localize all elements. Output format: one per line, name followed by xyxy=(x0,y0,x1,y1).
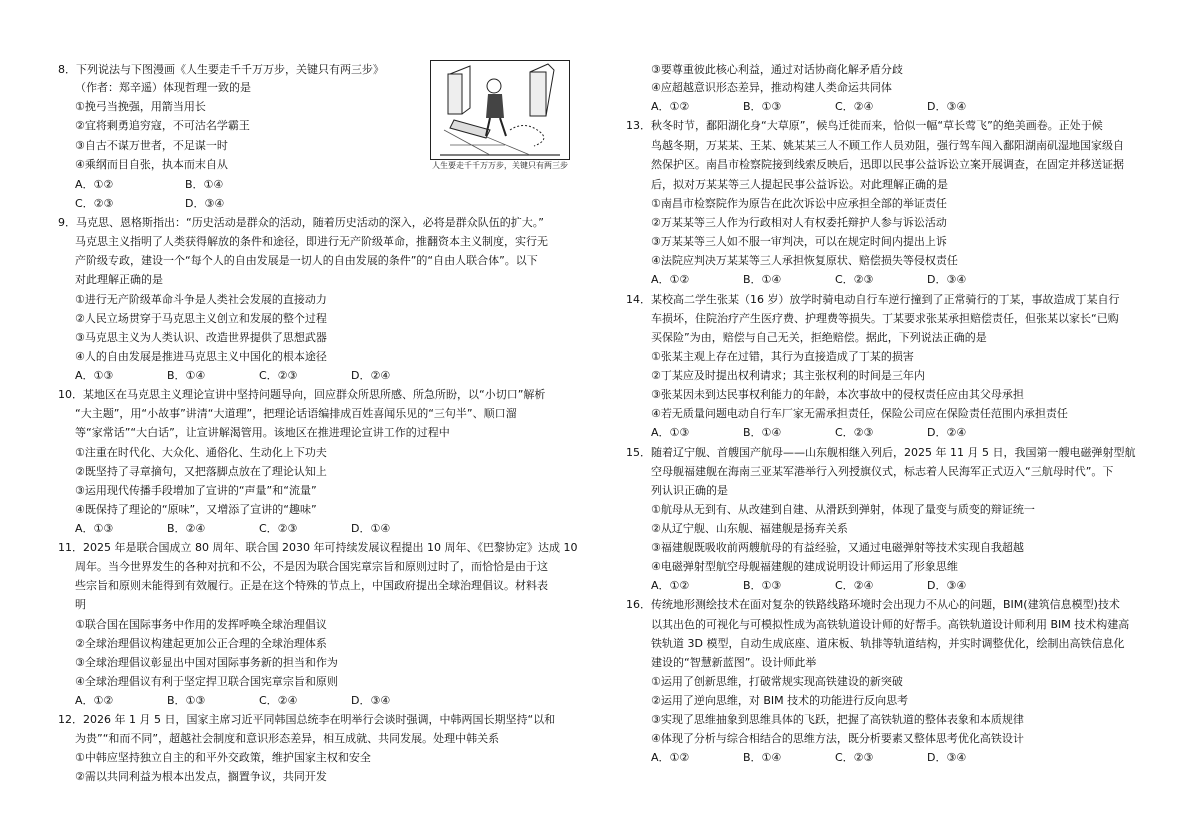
statement-item: ④全球治理倡议有利于坚定捍卫联合国宪章宗旨和原则 xyxy=(75,675,338,688)
answer-option: A．①③ xyxy=(75,522,114,535)
answer-option: D．③④ xyxy=(185,197,225,210)
statement-item: ②人民立场贯穿于马克思主义创立和发展的整个过程 xyxy=(75,312,327,325)
answer-option: A．①② xyxy=(651,273,690,286)
question-text: （作者：郑辛遥）体现哲理一致的是 xyxy=(75,81,251,94)
question-stem: 15．随着辽宁舰、首艘国产航母——山东舰相继入列后，2025 年 11 月 5 日，我国第一艘电磁弹射型航 xyxy=(626,446,1136,459)
question-stem: 10．某地区在马克思主义理论宣讲中坚持问题导向，回应群众所思所感、所急所盼，以“小切口”解析 xyxy=(58,388,546,401)
question-text: 以其出色的可视化与可模拟性成为高铁轨道设计师的好帮手。高铁轨道设计师利用 BIM 技术构建高 xyxy=(651,618,1130,631)
statement-item: ②丁某应及时提出权利请求；其主张权利的时间是三年内 xyxy=(651,369,925,382)
statement-item: ④体现了分析与综合相结合的思维方法，既分析要素又整体思考优化高铁设计 xyxy=(651,732,1024,745)
answer-option: A．①② xyxy=(75,178,114,191)
statement-item: ①中韩应坚持独立自主的和平外交政策，维护国家主权和安全 xyxy=(75,751,371,764)
answer-options xyxy=(75,521,443,537)
answer-option: C．②④ xyxy=(835,100,874,113)
question-text: 些宗旨和原则未能得到有效履行。正是在这个特殊的节点上，中国政府提出全球治理倡议。材料表 xyxy=(75,579,548,592)
answer-options xyxy=(651,425,1019,441)
question-text: 空母舰福建舰在海南三亚某军港举行入列授旗仪式，标志着人民海军正式迈入“三航母时代”。下 xyxy=(651,465,1114,478)
answer-option: B．①④ xyxy=(743,273,782,286)
question-text: “大主题”，用“小故事”讲清“大道理”，把理论话语编排成百姓喜闻乐见的“三句半”、顺口溜 xyxy=(75,407,517,420)
answer-options xyxy=(75,368,443,384)
statement-item: ①进行无产阶级革命斗争是人类社会发展的直接动力 xyxy=(75,293,327,306)
answer-option: B．①③ xyxy=(167,694,206,707)
statement-item: ④若无质量问题电动自行车厂家无需承担责任，保险公司应在保险责任范围内承担责任 xyxy=(651,407,1068,420)
answer-option: A．①② xyxy=(651,100,690,113)
answer-options xyxy=(651,578,1019,594)
statement-item: ③马克思主义为人类认识、改造世界提供了思想武器 xyxy=(75,331,327,344)
statement-item: ②宜将剩勇追穷寇，不可沽名学霸王 xyxy=(75,119,250,132)
answer-options xyxy=(651,99,1019,115)
answer-option: B．②④ xyxy=(167,522,206,535)
statement-item: ③张某因未到达民事权利能力的年龄，本次事故中的侵权责任应由其父母承担 xyxy=(651,388,1024,401)
statement-item: ④电磁弹射型航空母舰福建舰的建成说明设计师运用了形象思维 xyxy=(651,560,958,573)
answer-option: D．③④ xyxy=(927,273,967,286)
statement-item: ④既保持了理论的“原味”，又增添了宣讲的“趣味” xyxy=(75,503,317,516)
answer-option: A．①③ xyxy=(75,369,114,382)
statement-item: ①航母从无到有、从改建到自建、从滑跃到弹射，体现了量变与质变的辩证统一 xyxy=(651,503,1035,516)
answer-option: C．②④ xyxy=(835,579,874,592)
statement-item: ②运用了逆向思维，对 BIM 技术的功能进行反向思考 xyxy=(651,694,909,707)
answer-option: D．②④ xyxy=(927,426,967,439)
question-text: 对此理解正确的是 xyxy=(75,273,163,286)
cartoon-illustration xyxy=(430,60,570,180)
question-stem: 8．下列说法与下图漫画《人生要走千千万万步，关键只有两三步》 xyxy=(58,63,384,76)
answer-options xyxy=(651,750,1019,766)
answer-option: B．①④ xyxy=(743,426,782,439)
question-text: 车损坏，住院治疗产生医疗费、护理费等损失。丁某要求张某承担赔偿责任，但张某以家长“已购 xyxy=(651,312,1119,325)
question-text: 明 xyxy=(75,598,86,611)
question-stem: 16．传统地形测绘技术在面对复杂的铁路线路环境时会出现力不从心的问题，BIM(建筑信息模型)技术 xyxy=(626,598,1120,611)
question-text: 周年。当今世界发生的各种对抗和不公，不是因为联合国宪章宗旨和原则过时了，而恰恰是由于这 xyxy=(75,560,548,573)
statement-item: ①注重在时代化、大众化、通俗化、生动化上下功夫 xyxy=(75,446,327,459)
answer-option: A．①② xyxy=(651,579,690,592)
question-text: 列认识正确的是 xyxy=(651,484,728,497)
question-text: 然保护区。南昌市检察院接到线索反映后，迅即以民事公益诉讼立案开展调查，在固定并移送证据 xyxy=(651,158,1124,171)
cartoon-drawing xyxy=(430,60,570,160)
question-text: 建设的“智慧新蓝图”。设计师此举 xyxy=(651,656,817,669)
answer-option: C．②③ xyxy=(835,426,874,439)
question-text: 等“家常话”“大白话”，让宣讲解渴管用。该地区在推进理论宣讲工作的过程中 xyxy=(75,426,450,439)
answer-options xyxy=(651,272,1019,288)
answer-option: C．②③ xyxy=(259,369,298,382)
question-text: 买保险”为由，赔偿与自己无关，拒绝赔偿。据此，下列说法正确的是 xyxy=(651,331,987,344)
statement-item: ③运用现代传播手段增加了宣讲的“声量”和“流量” xyxy=(75,484,317,497)
answer-option: D．①④ xyxy=(351,522,391,535)
cartoon-caption: 人生要走千千万万步，关键只有两三步 xyxy=(432,161,568,170)
answer-option: A．①② xyxy=(75,694,114,707)
answer-option: B．①③ xyxy=(743,579,782,592)
answer-option: C．②③ xyxy=(835,751,874,764)
question-stem: 9．马克思、恩格斯指出：“历史活动是群众的活动，随着历史活动的深入，必将是群众队伍的扩大。” xyxy=(58,216,544,229)
answer-option: D．③④ xyxy=(927,751,967,764)
answer-option: B．①③ xyxy=(743,100,782,113)
question-stem: 12．2026 年 1 月 5 日，国家主席习近平同韩国总统李在明举行会谈时强调，中韩两国长期坚持“以和 xyxy=(58,713,556,726)
question-stem: 14．某校高二学生张某（16 岁）放学时骑电动自行车逆行撞到了正常骑行的丁某，事故造成丁某自行 xyxy=(626,293,1120,306)
statement-item: ④乘纲而目自张，执本而末自从 xyxy=(75,158,228,171)
answer-option: D．③④ xyxy=(927,100,967,113)
answer-option: A．①② xyxy=(651,751,690,764)
question-text: 鸟越冬期，万某某、王某、姚某某三人不顾工作人员劝阻，强行驾车闯入鄱阳湖南矶湿地国家级自 xyxy=(651,139,1124,152)
statement-item: ③万某某等三人如不服一审判决，可以在规定时间内提出上诉 xyxy=(651,235,947,248)
statement-item: ②从辽宁舰、山东舰、福建舰是扬弃关系 xyxy=(651,522,848,535)
answer-options xyxy=(75,693,443,709)
statement-item: ③实现了思维抽象到思维具体的飞跃，把握了高铁轨道的整体表象和本质规律 xyxy=(651,713,1024,726)
question-text: 产阶级专政，建设一个“每个人的自由发展是一切人的自由发展的条件”的“自由人联合体”。以下 xyxy=(75,254,538,267)
statement-item: ①南昌市检察院作为原告在此次诉讼中应承担全部的举证责任 xyxy=(651,197,947,210)
answer-option: D．③④ xyxy=(927,579,967,592)
statement-item: ②既坚持了寻章摘句，又把落脚点放在了理论认知上 xyxy=(75,465,327,478)
answer-option: C．②③ xyxy=(75,197,114,210)
question-text: 马克思主义指明了人类获得解放的条件和途径，即进行无产阶级革命，推翻资本主义制度，实行无 xyxy=(75,235,548,248)
statement-item: ③自古不谋万世者，不足谋一时 xyxy=(75,139,228,152)
answer-option: B．①④ xyxy=(167,369,206,382)
answer-option: C．②③ xyxy=(835,273,874,286)
statement-item: ④人的自由发展是推进马克思主义中国化的根本途径 xyxy=(75,350,327,363)
answer-option: C．②④ xyxy=(259,694,298,707)
statement-item: ④应超越意识形态差异，推动构建人类命运共同体 xyxy=(651,81,892,94)
statement-item: ②万某某等三人作为行政相对人有权委托辩护人参与诉讼活动 xyxy=(651,216,947,229)
statement-item: ①挽弓当挽强，用箭当用长 xyxy=(75,100,206,113)
answer-options xyxy=(75,196,295,212)
statement-item: ①张某主观上存在过错，其行为直接造成了丁某的损害 xyxy=(651,350,914,363)
answer-option: B．①④ xyxy=(185,178,224,191)
answer-option: C．②③ xyxy=(259,522,298,535)
question-text: 铁轨道 3D 模型，自动生成底座、道床板、轨排等轨道结构，并实时调整优化，绘制出高铁信息化 xyxy=(651,637,1125,650)
statement-item: ③全球治理倡议彰显出中国对国际事务新的担当和作为 xyxy=(75,656,338,669)
question-text: 为贵”“和而不同”，超越社会制度和意识形态差异，相互成就、共同发展。处理中韩关系 xyxy=(75,732,500,745)
answer-option: A．①③ xyxy=(651,426,690,439)
statement-item: ④法院应判决万某某等三人承担恢复原状、赔偿损失等侵权责任 xyxy=(651,254,958,267)
question-stem: 11．2025 年是联合国成立 80 周年、联合国 2030 年可持续发展议程提出 10 周年、《巴黎协定》达成 10 xyxy=(58,541,578,554)
question-text: 后，拟对万某某等三人提起民事公益诉讼。对此理解正确的是 xyxy=(651,178,948,191)
statement-item: ③要尊重彼此核心利益，通过对话协商化解矛盾分歧 xyxy=(651,63,903,76)
question-stem: 13．秋冬时节，鄱阳湖化身“大草原”，候鸟迁徙而来，恰似一幅“草长莺飞”的绝美画卷。正处于候 xyxy=(626,119,1103,132)
statement-item: ③福建舰既吸收前两艘航母的有益经验，又通过电磁弹射等技术实现自我超越 xyxy=(651,541,1024,554)
answer-options xyxy=(75,177,295,193)
statement-item: ②全球治理倡议构建起更加公正合理的全球治理体系 xyxy=(75,637,327,650)
answer-option: B．①④ xyxy=(743,751,782,764)
answer-option: D．②④ xyxy=(351,369,391,382)
answer-option: D．③④ xyxy=(351,694,391,707)
statement-item: ①运用了创新思维，打破常规实现高铁建设的新突破 xyxy=(651,675,903,688)
statement-item: ①联合国在国际事务中作用的发挥呼唤全球治理倡议 xyxy=(75,618,327,631)
statement-item: ②需以共同利益为根本出发点，搁置争议，共同开发 xyxy=(75,770,327,783)
